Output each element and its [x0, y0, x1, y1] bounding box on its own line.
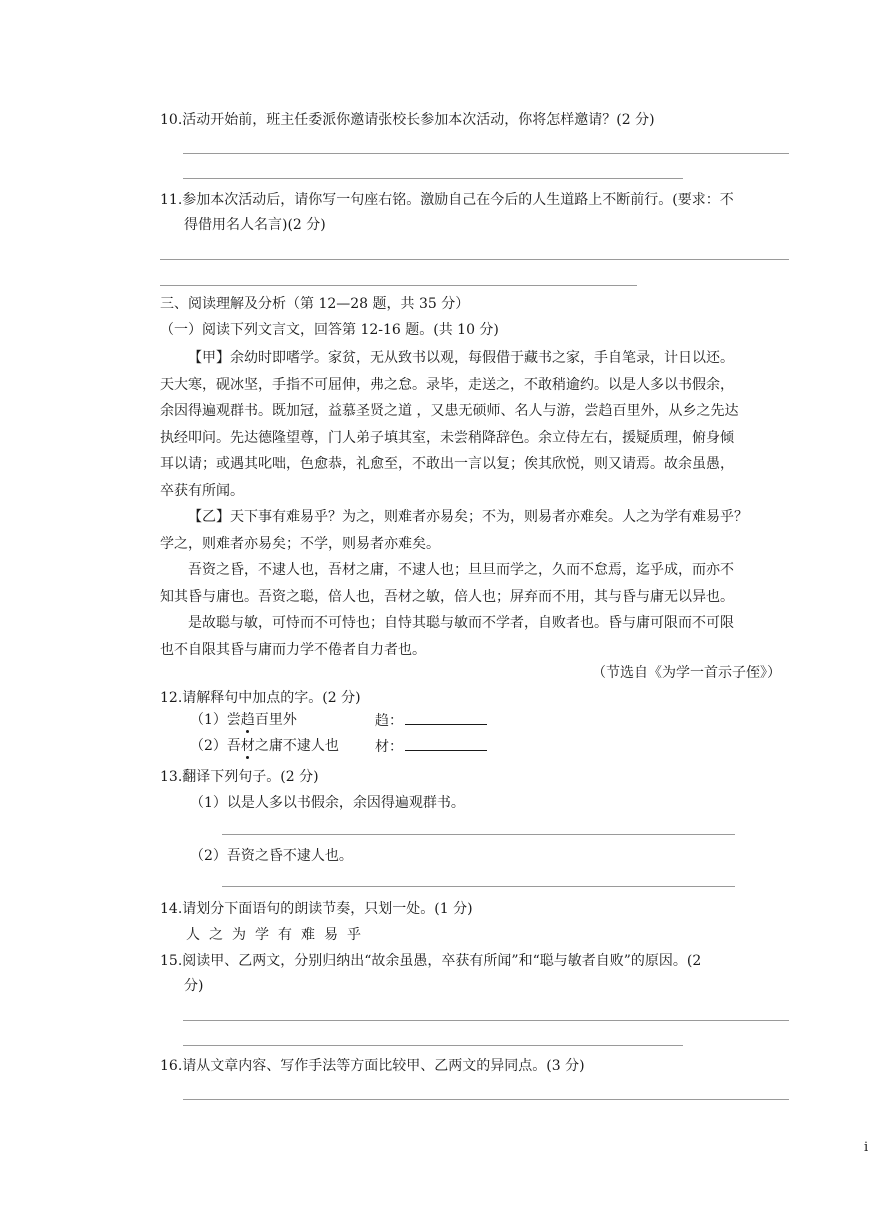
- question-12: 12.请解释句中加点的字。(2 分): [160, 690, 361, 706]
- answer-line[interactable]: [160, 285, 637, 286]
- answer-line[interactable]: [160, 259, 789, 260]
- passage-line: 余因得遍观群书。既加冠，益慕圣贤之道 ，又患无硕师、名人与游，尝趋百里外，从乡之先达: [160, 403, 739, 419]
- question-12-item1: （1）尝趋百里外: [190, 712, 297, 728]
- passage-line: 耳以请；或遇其叱咄，色愈恭，礼愈至，不敢出一言以复；俟其欣悦，则又请焉。故余虽愚，: [160, 456, 734, 472]
- answer-line[interactable]: [183, 1045, 683, 1046]
- passage-line: 【乙】天下事有难易乎？为之，则难者亦易矣；不为，则易者亦难矣。人之为学有难易乎？: [188, 509, 748, 525]
- answer-line[interactable]: [222, 834, 735, 835]
- page-mark: i: [864, 1140, 869, 1155]
- question-13-item1: （1）以是人多以书假余，余因得遍观群书。: [190, 795, 465, 811]
- passage-yi: [160, 504, 792, 663]
- answer-line[interactable]: [183, 178, 683, 179]
- fill-blank[interactable]: [405, 736, 487, 751]
- passage-line: 知其昏与庸也。吾资之聪，倍人也，吾材之敏，倍人也；屏弃而不用，其与昏与庸无以异也。: [160, 588, 734, 605]
- question-13-item2: （2）吾资之昏不逮人也。: [190, 848, 353, 864]
- answer-line[interactable]: [183, 1020, 789, 1021]
- question-15-line1: 15.阅读甲、乙两文，分别归纳出“故余虽愚，卒获有所闻”和“聪与敏者自败”的原因。(2: [160, 953, 702, 969]
- passage-line: 也不自限其昏与庸而力学不倦者自力者也。: [160, 641, 426, 658]
- question-11-line2: 得借用名人名言)(2 分): [184, 217, 326, 233]
- passage-line: 天大寒，砚冰坚，手指不可屈伸，弗之怠。录毕，走送之，不敢稍逾约。以是人多以书假余，: [160, 376, 734, 393]
- passage-jia: [160, 345, 792, 504]
- part-heading: （一）阅读下列文言文，回答第 12-16 题。(共 10 分): [160, 322, 499, 338]
- question-12-blank1[interactable]: 趋：: [375, 710, 487, 731]
- question-12-blank2[interactable]: 材：: [375, 736, 487, 757]
- answer-line[interactable]: [222, 886, 735, 887]
- passage-line: 执经叩问。先达德隆望尊，门人弟子填其室，未尝稍降辞色。余立侍左右，援疑质理，俯身倾: [160, 429, 734, 446]
- answer-line[interactable]: [183, 153, 789, 154]
- dotted-char: 材: [240, 738, 255, 754]
- passage-line: 卒获有所闻。: [160, 482, 244, 499]
- question-13: 13.翻译下列句子。(2 分): [160, 769, 319, 785]
- passage-source: （节选自《为学一首示子侄》）: [592, 665, 781, 681]
- question-10: 10.活动开始前，班主任委派你邀请张校长参加本次活动，你将怎样邀请？(2 分): [160, 112, 655, 128]
- dotted-char: 趋: [240, 712, 255, 728]
- passage-line: 学之，则难者亦易矣；不学，则易者亦难矣。: [160, 535, 440, 552]
- fill-blank[interactable]: [405, 710, 487, 725]
- passage-line: 吾资之昏，不逮人也，吾材之庸，不逮人也；旦旦而学之，久而不怠焉，迄乎成，而亦不: [188, 562, 734, 578]
- passage-line: 【甲】余幼时即嗜学。家贫，无从致书以观，每假借于藏书之家，手自笔录，计日以还。: [188, 350, 734, 366]
- question-15-line2: 分): [184, 978, 204, 994]
- rhythm-sentence[interactable]: 人之为学有难易乎: [186, 927, 370, 943]
- answer-line[interactable]: [183, 1099, 789, 1100]
- question-11-line1: 11.参加本次活动后，请你写一句座右铭。激励自己在今后的人生道路上不断前行。(要求：不: [160, 192, 734, 208]
- question-16: 16.请从文章内容、写作手法等方面比较甲、乙两文的异同点。(3 分): [160, 1058, 585, 1074]
- question-12-item2: （2）吾材之庸不逮人也: [190, 738, 339, 754]
- passage-line: 是故聪与敏，可恃而不可恃也；自恃其聪与敏而不学者，自败者也。昏与庸可限而不可限: [188, 615, 734, 631]
- section-heading: 三、阅读理解及分析（第 12—28 题，共 35 分）: [160, 296, 470, 312]
- question-14: 14.请划分下面语句的朗读节奏，只划一处。(1 分): [160, 901, 473, 917]
